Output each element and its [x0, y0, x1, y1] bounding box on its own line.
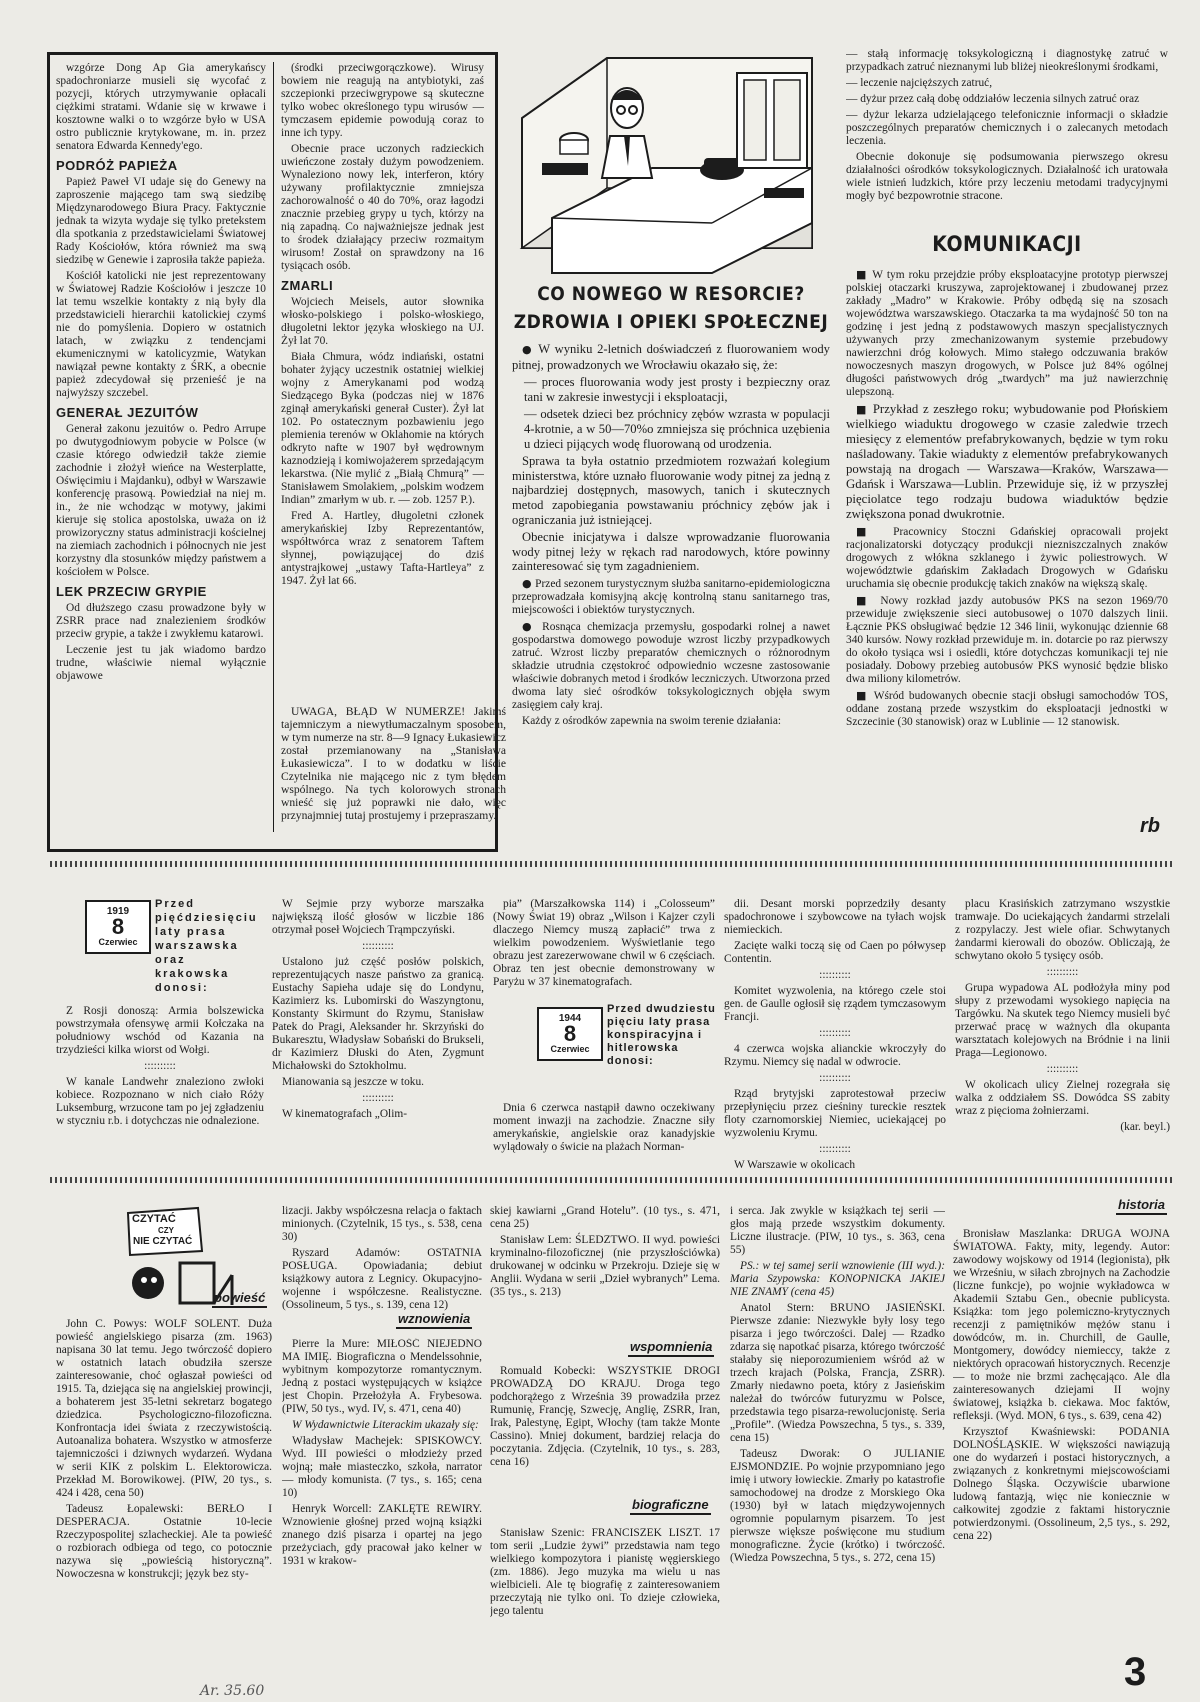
heading-podroz-papieza: PODRÓŻ PAPIEŻA	[56, 158, 178, 173]
category-wznowienia: wznowienia	[396, 1311, 472, 1329]
komunikacji-column	[846, 268, 1168, 828]
page-number: 3	[1124, 1650, 1147, 1694]
history-bottom-border	[50, 1177, 1172, 1183]
sanitary-paragraph	[512, 577, 830, 617]
papiez-paragraph-1: Papież Paweł VI udaje się do Genewy na zaproszenie mającego tam swą siedzibę Międzynarodowego Biura Pracy. Faktycznie jednak ta wizyta wydaje się tylko pretekstem dla spotkania z przedstawicielami Światowej Rady Kościołów, która również ma swą siedzibę w Genewie i zaprosiła także papieża.	[56, 176, 266, 266]
books-col-3b	[490, 1365, 720, 1490]
divider-dots: ::::::::::	[819, 1143, 851, 1155]
flota-paragraph: Rząd brytyjski zaprotestował przeciw przepłynięciu przez cieśniny tureckie resztek floty czarnomorskiej Niemiec, uciekającej po wyzwoleniu Krymu.	[724, 1088, 946, 1139]
stocznia-paragraph	[846, 525, 1168, 591]
kolczak-paragraph: Z Rosji donoszą: Armia bolszewicka powstrzymała ofensywę armii Kołczaka na południowy wschód od Kazania na trzydzieści kilka wiorst od Wołgi.	[56, 1005, 264, 1056]
history-intro-1919: Przed pięćdziesięciu laty prasa warszawska oraz krakowska donosi:	[155, 898, 258, 994]
handwritten-note: Ar. 35.60	[200, 1683, 265, 1699]
divider-dots: ::::::::::	[819, 1072, 851, 1084]
divider-dots: ::::::::::	[144, 1060, 176, 1072]
tox-summary: Obecnie dokonuje się podsumowania pierwszego okresu działalności ośrodków toksykologicznych. Działalność ich uratowała wiele istnień ludzkich, które przy leczeniu metodami tradycyjnymi mogły być bezpowrotnie stracone.	[846, 151, 1168, 202]
divider-dots: ::::::::::	[1046, 966, 1079, 978]
book-berlo-cont: lizacji. Jakby współczesna relacja o faktach minionych. (Czytelnik, 15 tys., s. 538, cena 30)	[282, 1205, 482, 1243]
history-signature: (kar. beyl.)	[1120, 1121, 1170, 1133]
chemistry-paragraph	[512, 620, 830, 712]
stocznia-text: Pracownicy Stoczni Gdańskiej opracowali projekt racjonalizatorski dotyczący produkcji niezniszczalnych znaków drogowych z włókna szklanego i żywic poliestrowych. W województwie gdańskim Zakładach Drogowych w Gdańsku uruchamia się obecnie produkcję takich znaków na większą skalę.	[846, 526, 1168, 590]
history-col-3	[493, 898, 715, 998]
book-ostatnia-posluga: Ryszard Adamów: OSTATNIA POSŁUGA. Opowiadania; debiut książkowy autora z Legnicy. Okupacyjno-wojenne i współczesne. Realistyczne. (Ossolineum, 5 tys., s. 139, cena 12)	[282, 1247, 482, 1311]
bullet-icon: ●	[522, 343, 539, 356]
fluor-intro-text: W wyniku 2-letnich doświadczeń z fluorowaniem wody pitnej, prowadzonych we Wrocławiu okazało się, że:	[512, 342, 830, 372]
bullet-icon: ●	[522, 619, 543, 633]
grypa-paragraph-cont: (środki przeciwgorączkowe). Wirusy bowiem nie reagują na antybiotyki, zaś szczepionki przeciwgrypowe są skuteczne tylko wobec określonego typu wirusów — tymczasem epidemie powodują coraz to inne ich typy.	[281, 62, 484, 139]
uwaga-correction-note	[281, 705, 506, 845]
office-desk-illustration	[512, 48, 830, 276]
divider-dots: ::::::::::	[819, 969, 851, 981]
dong-ap-gia-paragraph: wzgórze Dong Ap Gia amerykańscy spadochroniarze musieli się wycofać z pozycji, których utrzymywanie opłacali ciężkimi stratami. Wdanie się w krwawe i kosztowne walki o to wzgórze było w USA ostro publicznie krytykowane, m. in. przez senatora Edwarda Kennedy'ego.	[56, 62, 266, 152]
general-paragraph: Generał zakonu jezuitów o. Pedro Arrupe po dwutygodniowym pobycie w Polsce (w czasie którego odwiedził także ziemie zachodnie i złożył wieńce na Westerplatte, Oświęcimiu i Majdanku), odbył w Warszawie konferencję prasową. Powiedział na niej m. in., że nie wchodząc w motywy, jakimi kieruje się stolica apostolska, uważa on iż prowizoryczny status administracji kościelnej na ziemiach zachodnich i północnych nie jest korzystny dla stosunków między państwem a kościołem w Polsce.	[56, 423, 266, 578]
divider-dots: ::::::::::	[1046, 1063, 1079, 1075]
uwaga-paragraph: UWAGA, BŁĄD W NUMERZE! Jakimś tajemniczym a niewytłumaczalnym sposobem, w tym numerze na str. 8—9 Ignacy Łukasiewicz został przemianowany na „Stanisława Łukasiewicza”. I to w dodatku w liście Czytelnika nie mającego nic z tym błędem wspólnego. Na tych kolorowych stronach wnieść się już poprawki nie dało, więc przynajmniej tutaj prostujemy i przepraszamy.	[281, 705, 506, 822]
logo-text-czytac: CZYTAĆ	[132, 1213, 176, 1225]
tox-item-3: — dyżur przez całą dobę oddziałów leczenia silnych zatruć oraz	[846, 93, 1140, 105]
history-col-5	[955, 898, 1170, 1173]
heading-lek-przeciw-grypie: LEK PRZECIW GRYPIE	[56, 584, 207, 599]
book-franciszek-liszt: Stanisław Szenic: FRANCISZEK LISZT. 17 tom serii „Ludzie żywi” przedstawia nam tego wielkiego kompozytora i pianistę węgierskiego (zm. 1886). Jego muzyka ma wielu u nas wielbicieli. Ale tę biografię z zainteresowaniem przeczytają nie tylko oni. To dzieje człowieka, jego talentu	[490, 1527, 720, 1617]
kino-paragraph: W kinematografach „Olim-	[282, 1108, 408, 1120]
book-berlo-i-desperacja: Tadeusz Łopalewski: BERŁO I DESPERACJA. Ostatnie 10-lecie Rzeczypospolitej szlacheckiej. Ale ta powieść o rozbiorach odbiega od tego, co potocznie nazywa się „powieścią historyczną”. Nowoczesna w konstrukcji; język bez sty-	[56, 1503, 272, 1580]
fluor-paragraph-2: Sprawa ta była ostatnio przedmiotem rozważań kolegium ministerstwa, które uznało fluorowanie wody pitnej za jedną z najbardziej dostępnych, masowych, tanich i skutecznych metod zapobiegania powstawaniu próchnicy zębów jak i ograniczania już istniejącej.	[512, 454, 830, 527]
otaczarka-paragraph	[846, 268, 1168, 399]
fluor-paragraph-3: Obecnie inicjatywa i dalsze wprowadzanie fluorowania wody pitnej leży w rękach rad narodowych, które powinny zainteresować się tym zagadnieniem.	[512, 530, 830, 574]
books-col-5	[953, 1228, 1170, 1660]
resort-small-text	[512, 577, 830, 728]
heading-zmarli: ZMARLI	[281, 278, 334, 293]
date-month: Czerwiec	[550, 1044, 590, 1054]
caen-paragraph: Zacięte walki toczą się od Caen po półwysep Contentin.	[724, 940, 946, 965]
wiadukt-paragraph	[846, 402, 1168, 522]
komunikacji-title: KOMUNIKACJI	[932, 232, 1082, 256]
books-col-1	[56, 1318, 272, 1698]
book-spiskowcy: Władysław Machejek: SPISKOWCY. Wyd. III powieści o młodzieży przed wojną; małe miasteczko, szkoła, narrator — młody komunista. (7 tys., s. 165; cena 10)	[282, 1435, 482, 1499]
book-milosc-niejedno: Pierre la Mure: MIŁOŚĆ NIEJEDNO MA IMIĘ. Biograficzna o Mendelssohnie, wybitnym kompozytorze romantycznym. Jedną z postaci występujących w książce jest Chopin. Przełożyła A. Frybesowa. (PIW, 50 tys., wyd. IV, s. 471, cena 40)	[282, 1338, 482, 1415]
zmarli-meisels: Wojciech Meisels, autor słownika włosko-polskiego i polsko-włoskiego, długoletni lektor języka włoskiego na UJ. Żył lat 70.	[281, 296, 484, 347]
toxicology-list	[846, 48, 1168, 228]
warszawa-paragraph: W Warszawie w okolicach	[734, 1159, 856, 1171]
resort-column	[512, 342, 830, 845]
divider-dots: ::::::::::	[362, 1092, 394, 1104]
left-news-column	[56, 62, 266, 842]
middle-news-column	[281, 62, 484, 702]
fluor-dash-1: — proces fluorowania wody jest prosty i bezpieczny oraz tani w zakresie inwestycji i eksploatacji,	[524, 375, 830, 404]
resort-title-line2: ZDROWIA I OPIEKI SPOŁECZNEJ	[513, 311, 829, 333]
book-konopnicka: PS.: w tej samej serii wznowienie (III wyd.): Maria Szypowska: KONOPNICKA JAKIEJ NIE ZNAMY (cena 45)	[730, 1260, 945, 1298]
normandia-paragraph: Dnia 6 czerwca nastąpił dawno oczekiwany moment inwazji na zachodzie. Znaczne siły amerykańskie, angielskie oraz kanadyjskie wylądowały o świcie na plażach Norman-	[493, 1102, 715, 1153]
category-historia: historia	[1116, 1197, 1167, 1215]
tos-text: Wśród budowanych obecnie stacji obsługi samochodów TOS, oddane zostaną przede wszystkim do eksploatacji jednostki w Szczecinie (30 stanowisk) oraz w Lublinie — 12 stanowisk.	[846, 690, 1168, 728]
history-top-border	[50, 861, 1172, 867]
tox-item-2: — leczenie najcięższych zatruć,	[846, 77, 993, 89]
category-powiesc: powieść	[212, 1290, 267, 1308]
square-bullet-icon: ■	[856, 268, 873, 281]
book-podania-dolnoslaskie: Krzysztof Kwaśniewski: PODANIA DOLNOŚLĄSKIE. W większości nawiązują one do wydarzeń i postaci historycznych, a związanych z konkretnymi miejscowościami Dolnego Śląska. Oczywiście ubarwione ludową fantazją, więc nie koniecznie w całkowitej zgodzie z faktami historycznie potwierdzonymi. (Ossolineum, 2,5 tys., s. 292, cena 22)	[953, 1426, 1170, 1542]
fluor-intro	[512, 342, 830, 372]
book-wl-intro: W Wydawnictwie Literackim ukazały się:	[292, 1419, 479, 1431]
tos-paragraph	[846, 689, 1168, 729]
category-biograficzne: biograficzne	[630, 1497, 711, 1515]
zmarli-hartley: Fred A. Hartley, długoletni członek amerykańskiej Izby Reprezentantów, współtwórca wraz z senatorem Taftem słynnej, powiązującej do dziś antystrajkowej „ustawy Tafta-Hartleya” z 1947. Żył lat 66.	[281, 510, 484, 587]
mianowania-paragraph: Mianowania są jeszcze w toku.	[282, 1076, 425, 1088]
books-col-2b	[282, 1338, 482, 1700]
logo-text-nie-czytac: NIE CZYTAĆ	[133, 1236, 193, 1247]
book-liszt-cont: i serca. Jak zwykle w książkach tej serii — głos mają przede wszystkim dokumenty. Liczne ilustracje. (PIW, 10 tys., s. 363, cena 55)	[730, 1205, 945, 1256]
fluor-dash-2: — odsetek dzieci bez próchnicy zębów wzrasta w populacji 4-krotnie, a w 50—70%o zmniejsza się próchnica uzębienia u dzieci pijących wodę fluorowaną od urodzenia.	[524, 407, 830, 451]
date-day: 8	[111, 914, 125, 939]
history-intro-1944: Przed dwudziestu pięciu laty prasa konspiracyjna i hitlerowska donosi:	[607, 1003, 716, 1067]
square-bullet-icon: ■	[856, 689, 874, 702]
targowek-paragraph: Grupa wypadowa AL podłożyła miny pod słupy z przewodami wysokiego napięcia na Targówku. Na skutek tego Niemcy musieli być przerwać pracę w ważnych dla okupanta warsztatach kolejowych na Bródnie i na linii Praga—Legionowo.	[955, 982, 1170, 1059]
date-day: 8	[563, 1021, 577, 1046]
book-wolf-solent: John C. Powys: WOLF SOLENT. Duża powieść angielskiego pisarza (zm. 1963) napisana 30 lat temu. Jego twórczość dopiero w ostatnich latach obudziła szersze zainteresowanie, choć ogłaszał powieści od 1915. Ta, dziejąca się na angielskiej prowincji, a bohaterem jest 35-letni sekretarz bogatego dziedzica. Psychologiczno-filozoficzna. Konfrontacja idei świata z rzeczywistością. Autoanaliza bohatera. Wszystko w atmosferze tajemniczości i dziwnych wydarzeń. Wydana w serii KIK z polskim L. Elektorowicza. Przekład M. Borowikowej. (PIW, 20 tys., s. 424 i 428, cena 50)	[56, 1318, 272, 1499]
wilson-film-paragraph: pia” (Marszałkowska 114) i „Colosseum” (Nowy Świat 19) obraz „Wilson i Kajzer czyli dlaczego Niemcy muszą zapłacić” trwa z wielkim powodzeniem. Wyświetlanie tego obrazu jest zarezerwowane chwil w 6 częściach. Obraz ten jest obecnie demonstrowany w Paryżu w 37 kinematografach.	[493, 898, 715, 988]
book-druga-wojna: Bronisław Maszlanka: DRUGA WOJNA ŚWIATOWA. Fakty, mity, legendy. Autor: zawodowy wojskowy od 1914 (legionista), płk we Wrześniu, w siłach zbrojnych na Zachodzie (liczne funkcje), po wojnie wykładowca w Akademii Sztabu Gen., obecnie publicysta. Książka: tom jego polemiczno-krytycznych recenzji z pamiętników mężów stanu i dowódców, m. in. Churchill, de Gaulle, Montgomery, dowódcy niemieccy, także z niektórych opracowań historycznych. Recenzje — to może nie brzmi zachęcająco. Ale dla zainteresowanych dziejami II wojny światowej, książka b. ciekawa. Moc faktów, refleksji. (Wyd. MON, 6 tys., s. 639, cena 42)	[953, 1228, 1170, 1422]
krasinskich-paragraph: placu Krasińskich zatrzymano wszystkie tramwaje. Do uciekających żandarmi strzelali z rozpylaczy. Jest wiele ofiar. Schwytanych żandarmi kierowali do obozów. Obliczają, że schwytano około 5 tysięcy osób.	[955, 898, 1170, 962]
rzym-paragraph: 4 czerwca wojska alianckie wkroczyły do Rzymu. Niemcy się nadal w odwrocie.	[724, 1043, 946, 1068]
date-year: 1944	[558, 1013, 582, 1024]
tox-item-4: — dyżur lekarza udzielającego telefonicznie informacji o składzie poszczególnych preparatów chemicznych i o zalecanych metodach leczenia.	[846, 109, 1168, 147]
books-col-3	[490, 1205, 720, 1327]
pks-text: Nowy rozkład jazdy autobusów PKS na sezon 1969/70 przewiduje zwiększenie sieci autobusowej o 1070 dalszych linii. Łącznie PKS obsługiwać będzie 12 346 linii, wykonując dziennie 68 340 kursów. Nowy rozkład przewiduje m. in. dotarcie po raz pierwszy do około tysiąca wsi i osiedli, które dotychczas komunikacji tej nie posiadały. Dobowy przebieg autobusów PKS wynosić będzie blisko dwa miliony kilometrów.	[846, 595, 1168, 685]
de-gaulle-paragraph: Komitet wyzwolenia, na którego czele stoi gen. de Gaulle ogłosił się rządem tymczasowym Francji.	[724, 985, 946, 1023]
centers-paragraph: Każdy z ośrodków zapewnia na swoim terenie działania:	[522, 714, 782, 727]
heading-general-jezuitow: GENERAŁ JEZUITÓW	[56, 405, 199, 420]
tox-item-1: — stałą informację toksykologiczną i diagnostykę zatruć w przypadkach zatruć nieznanymi lub bliżej nieokreślonymi środkami,	[846, 48, 1168, 73]
book-julian-ejsmond: Tadeusz Dworak: O JULIANIE EJSMONDZIE. Po wojnie przypomniano jego imię i utwory łowieckie. Zmarły po katastrofie samochodowej na drodze z Morskiego Oka (1930) był w latach międzywojennych ogromnie popularnym pisarzem. To jest pierwsze większe poświęcone mu studium monograficzne. Życie (krótko) i twórczość. (Wiedza Powszechna, 5 tys., s. 272, cena 15)	[730, 1448, 945, 1564]
date-year: 1919	[106, 906, 130, 917]
divider-dots: ::::::::::	[819, 1027, 851, 1039]
books-col-4	[730, 1205, 945, 1700]
square-bullet-icon: ■	[856, 594, 881, 607]
bullet-icon: ●	[522, 576, 536, 590]
otaczarka-text: W tym roku przejdzie próby eksploatacyjne prototyp pierwszej polskiej otaczarki kruszywa, zaprojektowanej i zbudowanej przez zakłady „Madro” w Krakowie. Próby odbędą się na szosach województwa warszawskiego. Otaczarka ta ma wydajność 50 ton na godzinę i jest jedną z podstawowych maszyn specjalistycznych używanych przy zmechanizowanym systemie przebudowy nawierzchni dróg kołowych. Mimo stałego odczuwania braków nowoczesnych maszyn drogowych, w Polsce już 84% ogólnej długości państwowych dróg „twardych” ma już nawierzchnię ulepszoną.	[846, 269, 1168, 398]
history-col-2	[272, 898, 484, 1173]
book-sledztwo: Stanisław Lem: ŚLEDZTWO. II wyd. powieści kryminalno-filozoficznej (nie przyszłościówka) drukowanej w odcinku w Przekroju. Dzieje się w Anglii. Wydana w serii „Dzieł wybranych” Lema. (35 tys., s. 213)	[490, 1234, 720, 1298]
date-box-1944	[537, 1007, 603, 1061]
poslowie-paragraph: Ustalono już część posłów polskich, reprezentujących nasze państwo za granicą. Eustachy Sapieha udaje się do Londynu, Kazimierz ks. Lubomirski do Waszyngtonu, Konstanty Skirmunt do Rzymu, Stanisław Patek do Pragi, Aleksander hr. Skrzyński do Bukaresztu, Władysław Sobański do Brukseli, dr Kazimierz Dłuski do Aten, Zygmunt Michałowski do Sztokholmu.	[272, 956, 484, 1072]
book-zaklete-cont: skiej kawiarni „Grand Hotelu”. (10 tys., s. 471, cena 25)	[490, 1205, 720, 1230]
date-month: Czerwiec	[98, 937, 138, 947]
sanitary-text: Przed sezonem turystycznym służba sanitarno-epidemiologiczna przeprowadzała komisyjną akcję kontrolną stanu sanitarnego tras, miejscowości i obiektów turystycznych.	[512, 577, 830, 616]
sejm-paragraph: W Sejmie przy wyborze marszałka największą ilość głosów w liczbie 186 otrzymał poseł Wojciech Trąmpczyński.	[272, 898, 484, 936]
books-col-2	[282, 1205, 482, 1315]
logo-text-czy: CZY	[158, 1226, 174, 1235]
book-bruno-jasienski: Anatol Stern: BRUNO JASIEŃSKI. Pierwsze zdanie: Niezwykłe były losy tego pisarza i jego twórczości. Dalej — Rzadko zdarza się napotkać pisarza, którego twórczość stałaby się nieporozumieniem wśród aż w trzech krajach (Polska, Francja, ZSRR). Zmarły niedawno poeta, który z Jasieńskim należał do twórców futuryzmu w Polsce, przedstawia tego pisarza-rewolucjonistę. Seria „Profile”. (Wiedza Powszechna, 5 tys., s. 339, cena 15)	[730, 1302, 945, 1444]
luksemburg-paragraph: W kanale Landwehr znaleziono zwłoki kobiece. Rozpoznano w nich ciało Róży Luksemburg, wrzucone tam po jej zgładzeniu w styczniu r.b. i dotychczas nie odnalezione.	[56, 1076, 264, 1127]
interferon-paragraph: Obecnie prace uczonych radzieckich uwieńczone zostały dużym powodzeniem. Wynaleziono nowy lek, interferon, który używany profilaktycznie zmniejsza zachorowalność o 40 do 70%, oraz łagodzi znacznie przebieg grypy u tych, którzy na nią zapadną. Co najważniejsze jednak jest to środek działający przeciw rozmaitym wirusom! Został on sprawdzony na 16 tysiącach osób.	[281, 143, 484, 272]
papiez-paragraph-2: Kościół katolicki nie jest reprezentowany w Światowej Radzie Kościołów i jeszcze 10 lat temu wszelkie kontakty z nią były dla przedstawicieli hierarchii katolickiej czymś nie do pomyślenia. Dopiero w ostatnich latach, w związku z tendencjami ekumenicznymi w katolicyzmie, Watykan nawiązał pewne kontakty z ŚRK, a obecnie papież zdecydował się przenieść je na najwyższy szczebel.	[56, 270, 266, 399]
desant-paragraph: dii. Desant morski poprzedziły desanty spadochronowe i szybowcowe na tyłach wojsk niemieckich.	[724, 898, 946, 936]
lek-paragraph-2: Leczenie jest tu jak wiadomo bardzo trudne, właściwie niemal wyłącznie objawowe	[56, 644, 266, 682]
book-wszystkie-drogi: Romuald Kobecki: WSZYSTKIE DROGI PROWADZĄ DO KRAJU. Droga tego podchorążego z Września 39 prowadziła przez Rumunię, Francję, Szwecję, Anglię, ZSRR, Iran, Irak, Palestynę, Egipt, Włochy (tam także Monte Cassino). Mniej dokument, bardziej relacja do poczytania. Zdjęcia. (Czytelnik, 10 tys., s. 283, cena 16)	[490, 1365, 720, 1468]
square-bullet-icon: ■	[856, 403, 873, 416]
divider-dots: ::::::::::	[362, 940, 394, 952]
history-col-4	[724, 898, 946, 1173]
lek-paragraph-1: Od dłuższego czasu prowadzone były w ZSRR prace nad znalezieniem środków przeciw grypie, a także i zwykłemu katarowi.	[56, 602, 266, 640]
wiadukt-text: Przykład z zeszłego roku; wybudowanie pod Płońskiem wielkiego wiaduktu drogowego w czasie zaledwie trzech miesięcy z elementów prefabrykowanych, będzie w tym roku naśladowany. Takie wiadukty z elementów prefabrykowanych powstają na drogach — Warszawa—Kraków, Warszawa—Gdańsk i Warszawa—Lublin. Przewiduje się, iż w przyszłej pięciolatce tego rodzaju budowa wiaduktów będzie zwiększona ponad dwukrotnie.	[846, 402, 1168, 521]
chemistry-text: Rosnąca chemizacja przemysłu, gospodarki rolnej a nawet gospodarstwa domowego powoduje wzrost liczby przypadkowych zatruć. Wzrost liczby preparatów chemicznych o różnorodnym składzie utrudnia częstokroć odpowiednio wczesne zastosowanie właściwie dobranych metod i środków leczniczych. Utworzona przed dwoma laty sieć ośrodków toksykologicznych objęła swym zasięgiem cały kraj.	[512, 620, 830, 711]
book-zaklete-rewiry: Henryk Worcell: ZAKLĘTE REWIRY. Wznowienie głośnej przed wojną książki znanego dziś pisarza i opartej na jego przeżyciach, gdy pracował jako kelner w 1931 w krakow-	[282, 1503, 482, 1567]
resort-title-line1: CO NOWEGO W RESORCIE?	[537, 283, 805, 305]
history-col-1	[56, 1005, 264, 1173]
box-column-divider	[273, 62, 274, 832]
square-bullet-icon: ■	[856, 525, 894, 538]
category-wspomnienia: wspomnienia	[628, 1339, 714, 1357]
zielna-paragraph: W okolicach ulicy Zielnej rozegrała się walka z oddziałem SS. Dowódca SS zabity wraz z pięcioma żołnierzami.	[955, 1079, 1170, 1117]
history-col-3b	[493, 1102, 715, 1174]
zmarli-biala-chmura: Biała Chmura, wódz indiański, ostatni bohater żyjący uczestnik ostatniej wielkiej wojny z Amerykanami pod wodzą Siedzącego Byka (podczas niej w 1876 zginął amerykański generał Custer). Żył lat 102. Po ostatecznym pozbawieniu jego plemienia terenów w Oklahomie na których odkryto nafte w 1907 był wędrownym kaznodzieją i komiwojażerem sprzedającym lekarstwa. (Nie mylić z „Białą Chmurą” — Stanisławem Smolakiem, „polskim wodzem Indian” zmarłym w ub. r. — zob. 1257 P.).	[281, 351, 484, 506]
komunikacji-signature: rb	[1140, 815, 1160, 837]
books-col-3c	[490, 1527, 720, 1699]
date-box-1919	[85, 900, 151, 954]
pks-paragraph	[846, 594, 1168, 686]
